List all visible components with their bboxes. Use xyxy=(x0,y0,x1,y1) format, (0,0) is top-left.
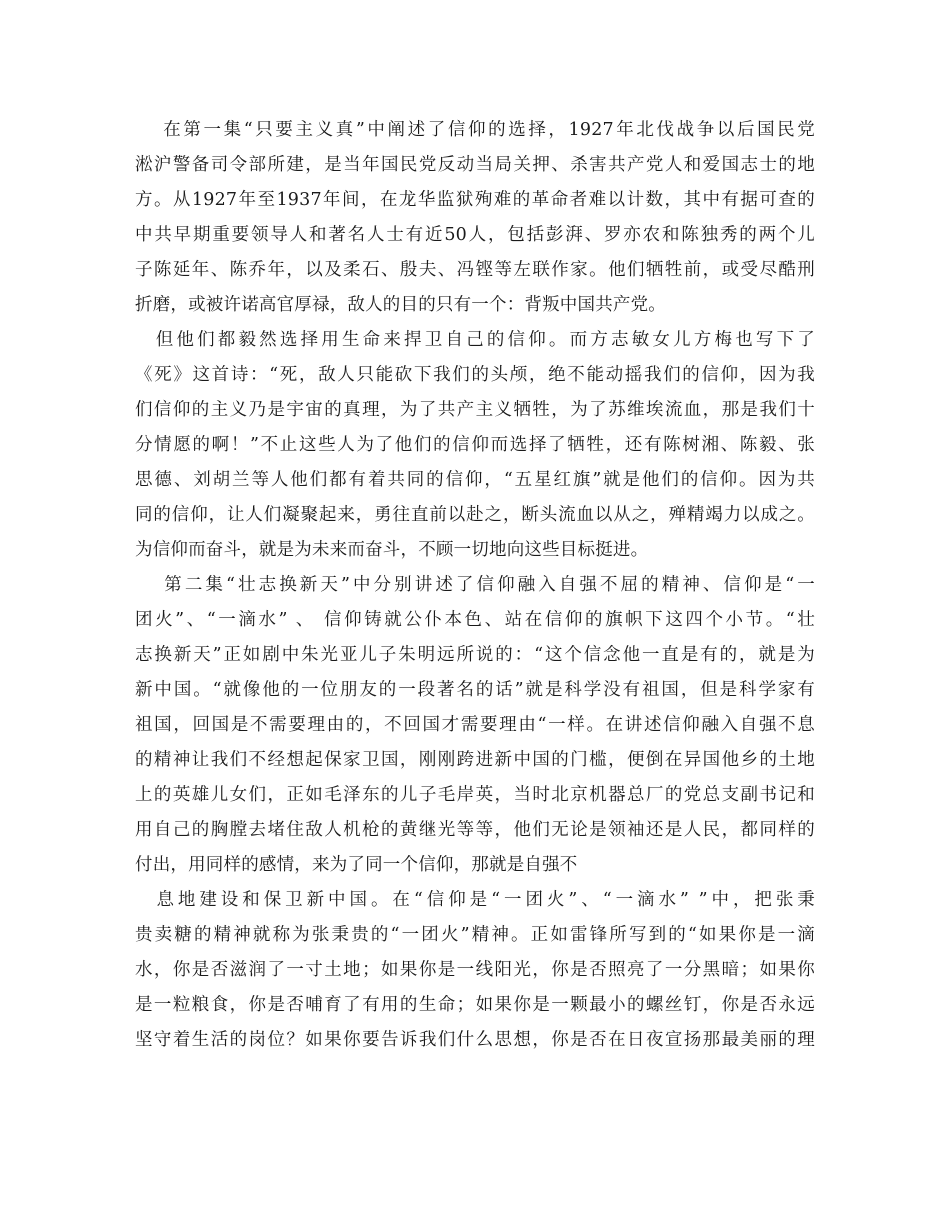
text-line: 《死》这首诗：“死，敌人只能砍下我们的头颅，绝不能动摇我们的信仰，因为我 xyxy=(135,365,815,385)
text-line: 上的英雄儿女们，正如毛泽东的儿子毛岸英，当时北京机器总厂的党总支副书记和 xyxy=(135,785,815,805)
text-line: 折磨，或被许诺高官厚禄，敌人的目的只有一个：背叛中国共产党。 xyxy=(135,295,666,315)
text-line: 用自己的胸膛去堵住敌人机枪的黄继光等等，他们无论是领袖还是人民，都同样的 xyxy=(135,820,815,840)
text-line: 为信仰而奋斗，就是为未来而奋斗，不顾一切地向这些目标挺进。 xyxy=(135,540,649,560)
text-line: 思德、刘胡兰等人他们都有着共同的信仰，“五星红旗”就是他们的信仰。因为共 xyxy=(135,470,815,490)
text-line: 在第一集“只要主义真”中阐述了信仰的选择，1927年北伐战争以后国民党 xyxy=(135,120,815,140)
text-line: 淞沪警备司令部所建，是当年国民党反动当局关押、杀害共产党人和爱国志士的地 xyxy=(135,155,815,175)
text-line: 方。从1927年至1937年间，在龙华监狱殉难的革命者难以计数，其中有据可查的 xyxy=(135,190,815,210)
text-line: 第二集“壮志换新天”中分别讲述了信仰融入自强不屈的精神、信仰是“一 xyxy=(135,575,815,595)
text-line: 子陈延年、陈乔年，以及柔石、殷夫、冯铿等左联作家。他们牺牲前，或受尽酷刑 xyxy=(135,260,815,280)
text-line: 团火”、“一滴水” 、 信仰铸就公仆本色、站在信仰的旗帜下这四个小节。“壮 xyxy=(135,610,815,630)
text-line: 付出，用同样的感情，来为了同一个信仰，那就是自强不 xyxy=(135,855,578,875)
text-line: 分情愿的啊！”不止这些人为了他们的信仰而选择了牺牲，还有陈树湘、陈毅、张 xyxy=(135,435,815,455)
text-line: 中共早期重要领导人和著名人士有近50人，包括彭湃、罗亦农和陈独秀的两个儿 xyxy=(135,225,815,245)
text-line: 息地建设和保卫新中国。在“信仰是“一团火”、“一滴水” ”中，把张秉 xyxy=(135,890,815,910)
text-line: 是一粒粮食，你是否哺育了有用的生命；如果你是一颗最小的螺丝钉，你是否永远 xyxy=(135,995,815,1015)
text-line: 但他们都毅然选择用生命来捍卫自己的信仰。而方志敏女儿方梅也写下了 xyxy=(135,330,815,350)
text-line: 们信仰的主义乃是宇宙的真理，为了共产主义牺牲，为了苏维埃流血，那是我们十 xyxy=(135,400,815,420)
text-line: 志换新天”正如剧中朱光亚儿子朱明远所说的：“这个信念他一直是有的，就是为 xyxy=(135,645,815,665)
text-line: 新中国。“就像他的一位朋友的一段著名的话”就是科学没有祖国，但是科学家有 xyxy=(135,680,815,700)
text-line: 坚守着生活的岗位？如果你要告诉我们什么思想，你是否在日夜宣扬那最美丽的理 xyxy=(135,1030,815,1050)
text-line: 的精神让我们不经想起保家卫国，刚刚跨进新中国的门槛，便倒在异国他乡的土地 xyxy=(135,750,815,770)
text-line: 贵卖糖的精神就称为张秉贵的“一团火”精神。正如雷锋所写到的“如果你是一滴 xyxy=(135,925,815,945)
text-line: 同的信仰，让人们凝聚起来，勇往直前以赴之，断头流血以从之，殚精竭力以成之。 xyxy=(135,505,815,525)
text-line: 祖国，回国是不需要理由的，不回国才需要理由“一样。在讲述信仰融入自强不息 xyxy=(135,715,815,735)
text-line: 水，你是否滋润了一寸土地；如果你是一线阳光，你是否照亮了一分黑暗；如果你 xyxy=(135,960,815,980)
